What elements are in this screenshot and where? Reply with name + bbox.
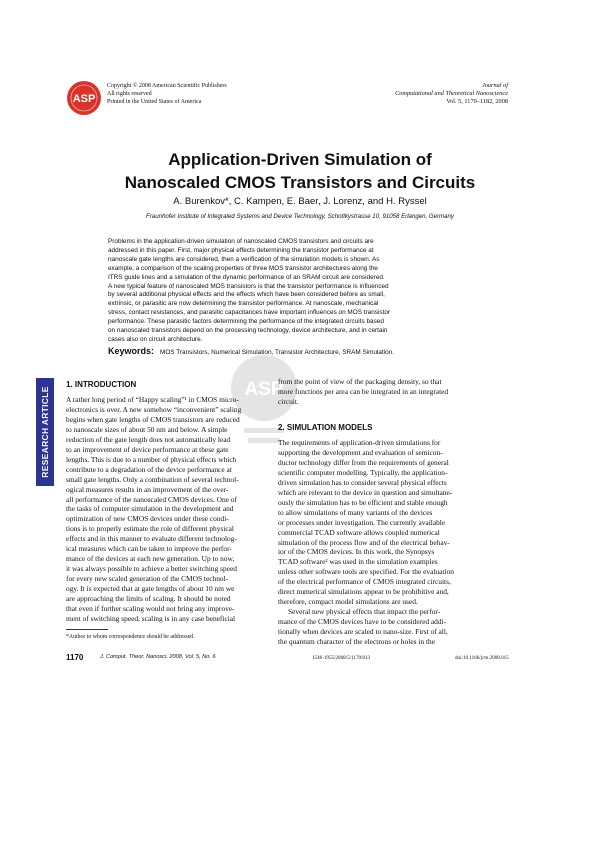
body-line: ical measures which can be taken to improve the perfor-: [66, 544, 232, 554]
paper-title: [70, 148, 530, 194]
body-line: to nanoscale sizes of about 50 nm and below. A simple: [66, 424, 228, 434]
body-line: mance of the devices at each new generation. Up to now,: [66, 554, 235, 564]
abstract-line: A new typical feature of nanoscaled MOS transistors is that the transistor performance is influenced: [108, 282, 389, 290]
body-line: it was always possible to achieve a better switching speed: [66, 564, 237, 574]
journal-line: Journal of: [481, 82, 508, 89]
abstract: [108, 238, 436, 345]
body-line: to allow simulations of many variants of the devices: [278, 507, 433, 517]
abstract-line: stress, contact resistances, and parasitic capacitances have important influences on MOS transistor: [108, 309, 391, 317]
abstract-line: ITRS guide lines and a simulation of the dynamic performance of an SRAM circuit are considered.: [108, 273, 385, 281]
publisher-line: Copyright © 2008 American Scientific Publishers: [107, 83, 227, 89]
introduction-continued: [278, 377, 448, 407]
watermark-text: ASP: [244, 379, 284, 400]
abstract-line: cases also on circuit architecture.: [108, 335, 203, 343]
body-line: scientific computer modelling. Typically, the application-: [278, 467, 448, 477]
journal-name: Computational and Theoretical Nanoscience: [395, 90, 508, 97]
abstract-line: by several additional physical effects and the effects which have been considered before as small,: [108, 291, 385, 299]
abstract-line: Problems in the application-driven simulation of nanoscaled CMOS transistors and circuits are: [108, 238, 374, 245]
body-line: the quantum character of the electrons or holes in the: [278, 637, 435, 647]
body-line: effects and in this manner to evaluate different technolog-: [66, 534, 237, 544]
title-line: Application-Driven Simulation of: [168, 150, 432, 169]
body-line: tions is to properly estimate the role of different physical: [66, 524, 234, 534]
body-line: for every new scaled generation of the CMOS technol-: [66, 574, 229, 584]
body-line: to an improvement of device performance at these gate: [66, 444, 229, 454]
body-line: ior of the CMOS devices. In this work, the Synopsys: [278, 547, 435, 557]
body-line: which are relevant to the device in question and simultane-: [278, 487, 453, 497]
publisher-info: [107, 82, 227, 106]
body-line: direct numerical simulations appear to be prohibitive and,: [278, 587, 449, 597]
body-line: commercial TCAD software allows coupled numerical: [278, 527, 440, 537]
body-line: simulation of the process flow and of the electrical behav-: [278, 537, 450, 547]
body-line: ductor technology differ from the requirements of general: [278, 457, 449, 467]
body-line: Several new physical effects that impact the perfor-: [288, 607, 441, 617]
body-line: optimization of new CMOS devices under these condi-: [66, 514, 229, 524]
journal-info: [308, 82, 508, 106]
body-line: The requirements of application-driven simulations for: [278, 438, 441, 447]
abstract-line: extrinsic, or parasitic are now determining the transistor performance. At nanoscale, mechanical: [108, 300, 379, 308]
body-line: circuit.: [278, 396, 299, 406]
issn: 1546-1955/2008/5/1170/013: [312, 655, 371, 661]
abstract-line: performance. These parasitic factors determining the performance of the integrated circuits based: [108, 318, 384, 326]
body-line: the tasks of computer simulation in the development and: [66, 504, 234, 514]
journal-citation: J. Comput. Theor. Nanosci. 2008, Vol. 5, No. 6: [100, 654, 216, 660]
body-line: ment of switching speed, scaling is in any case beneficial: [66, 613, 236, 623]
body-line: mance of the CMOS devices have to be considered addi-: [278, 617, 447, 627]
body-line: ogy. It is expected that at gate lengths of about 10 nm we: [66, 584, 235, 594]
introduction-body: [66, 395, 241, 624]
body-line: ogical measures results in an improvement of the over-: [66, 484, 229, 494]
body-line: small gate lengths. Only a combination of several technol-: [66, 474, 239, 484]
body-line: lengths. This is due to a number of physical effects which: [66, 454, 237, 464]
body-line: that even if further scaling would not bring any improve-: [66, 604, 235, 614]
doi: doi:10.1166/jctn.2008.015: [455, 655, 509, 661]
body-line: from the point of view of the packaging density, so that: [278, 377, 442, 386]
body-line: all performance of the nanoscaled CMOS devices. One of: [66, 494, 237, 504]
footnote-rule: [66, 629, 108, 630]
body-line: driven simulation has to consider several physical effects: [278, 477, 447, 487]
body-line: unless other software tools are specified. For the evaluation: [278, 567, 454, 577]
keywords-label: Keywords:: [108, 346, 155, 356]
body-line: more functions per area can be integrated in an integrated: [278, 386, 449, 396]
body-line: or processes under investigation. The currently available: [278, 517, 446, 527]
abstract-line: nanoscale gate lengths are considered, then a verification of the simulation models is shown. As: [108, 255, 380, 263]
abstract-line: on nanoscaled transistors depend on the processing technology, device architecture, and in certain: [108, 327, 388, 335]
body-line: TCAD software² was used in the simulation examples: [278, 557, 438, 567]
body-line: supporting the development and evaluation of semicon-: [278, 447, 443, 457]
body-line: ously the simulation has to be efficient and stable enough: [278, 497, 448, 507]
body-line: begins when gate lengths of CMOS transistors are reduced: [66, 414, 240, 424]
abstract-line: example, a comparison of the scaling properties of three MOS transistor architectures along the: [108, 264, 378, 272]
journal-volume: Vol. 5, 1170–1182, 2008: [446, 98, 508, 105]
body-line: tionally when devices are scaled to nano-size. First of all,: [278, 627, 448, 637]
body-line: are approaching the limits of scaling. It should be noted: [66, 594, 231, 604]
body-line: of the electrical performance of CMOS integrated circuits,: [278, 577, 451, 587]
research-article-tab: [36, 378, 54, 486]
keywords-text: MOS Transistors, Numerical Simulation, Transistor Architecture, SRAM Simulation.: [160, 349, 395, 356]
page-number: 1170: [66, 653, 84, 662]
simulation-models-body: [278, 438, 454, 647]
publisher-line: Printed in the United States of America: [107, 99, 202, 105]
publisher-line: All rights reserved: [107, 91, 152, 97]
title-line: Nanoscaled CMOS Transistors and Circuits: [124, 173, 476, 192]
abstract-line: addressed in this paper. First, major physical effects determining the transistor performance at: [108, 246, 374, 254]
logo-text: ASP: [72, 93, 96, 105]
research-article-label: RESEARCH ARTICLE: [40, 386, 50, 478]
body-line: electronics is over. A new somehow “inconvenient” scaling: [66, 404, 242, 414]
body-line: therefore, compact model simulations are used.: [278, 597, 418, 607]
section-heading-introduction: 1. INTRODUCTION: [66, 380, 137, 389]
body-line: contribute to a degradation of the device performance at: [66, 464, 232, 474]
asp-logo-icon: [66, 80, 102, 116]
authors: A. Burenkov*, C. Kampen, E. Baer, J. Lorenz, and H. Ryssel: [173, 196, 427, 207]
body-line: reduction of the gate length does not automatically lead: [66, 434, 231, 444]
section-heading-simulation-models: 2. SIMULATION MODELS: [278, 423, 373, 432]
body-line: A rather long period of “Happy scaling”¹ in CMOS micro-: [66, 395, 239, 404]
affiliation: Fraunhofer Institute of Integrated Systems and Device Technology, Schottkystrasse 10, 91058 Erlangen, Germany: [146, 213, 454, 220]
footnote: *Author to whom correspondence should be addressed.: [66, 634, 195, 640]
